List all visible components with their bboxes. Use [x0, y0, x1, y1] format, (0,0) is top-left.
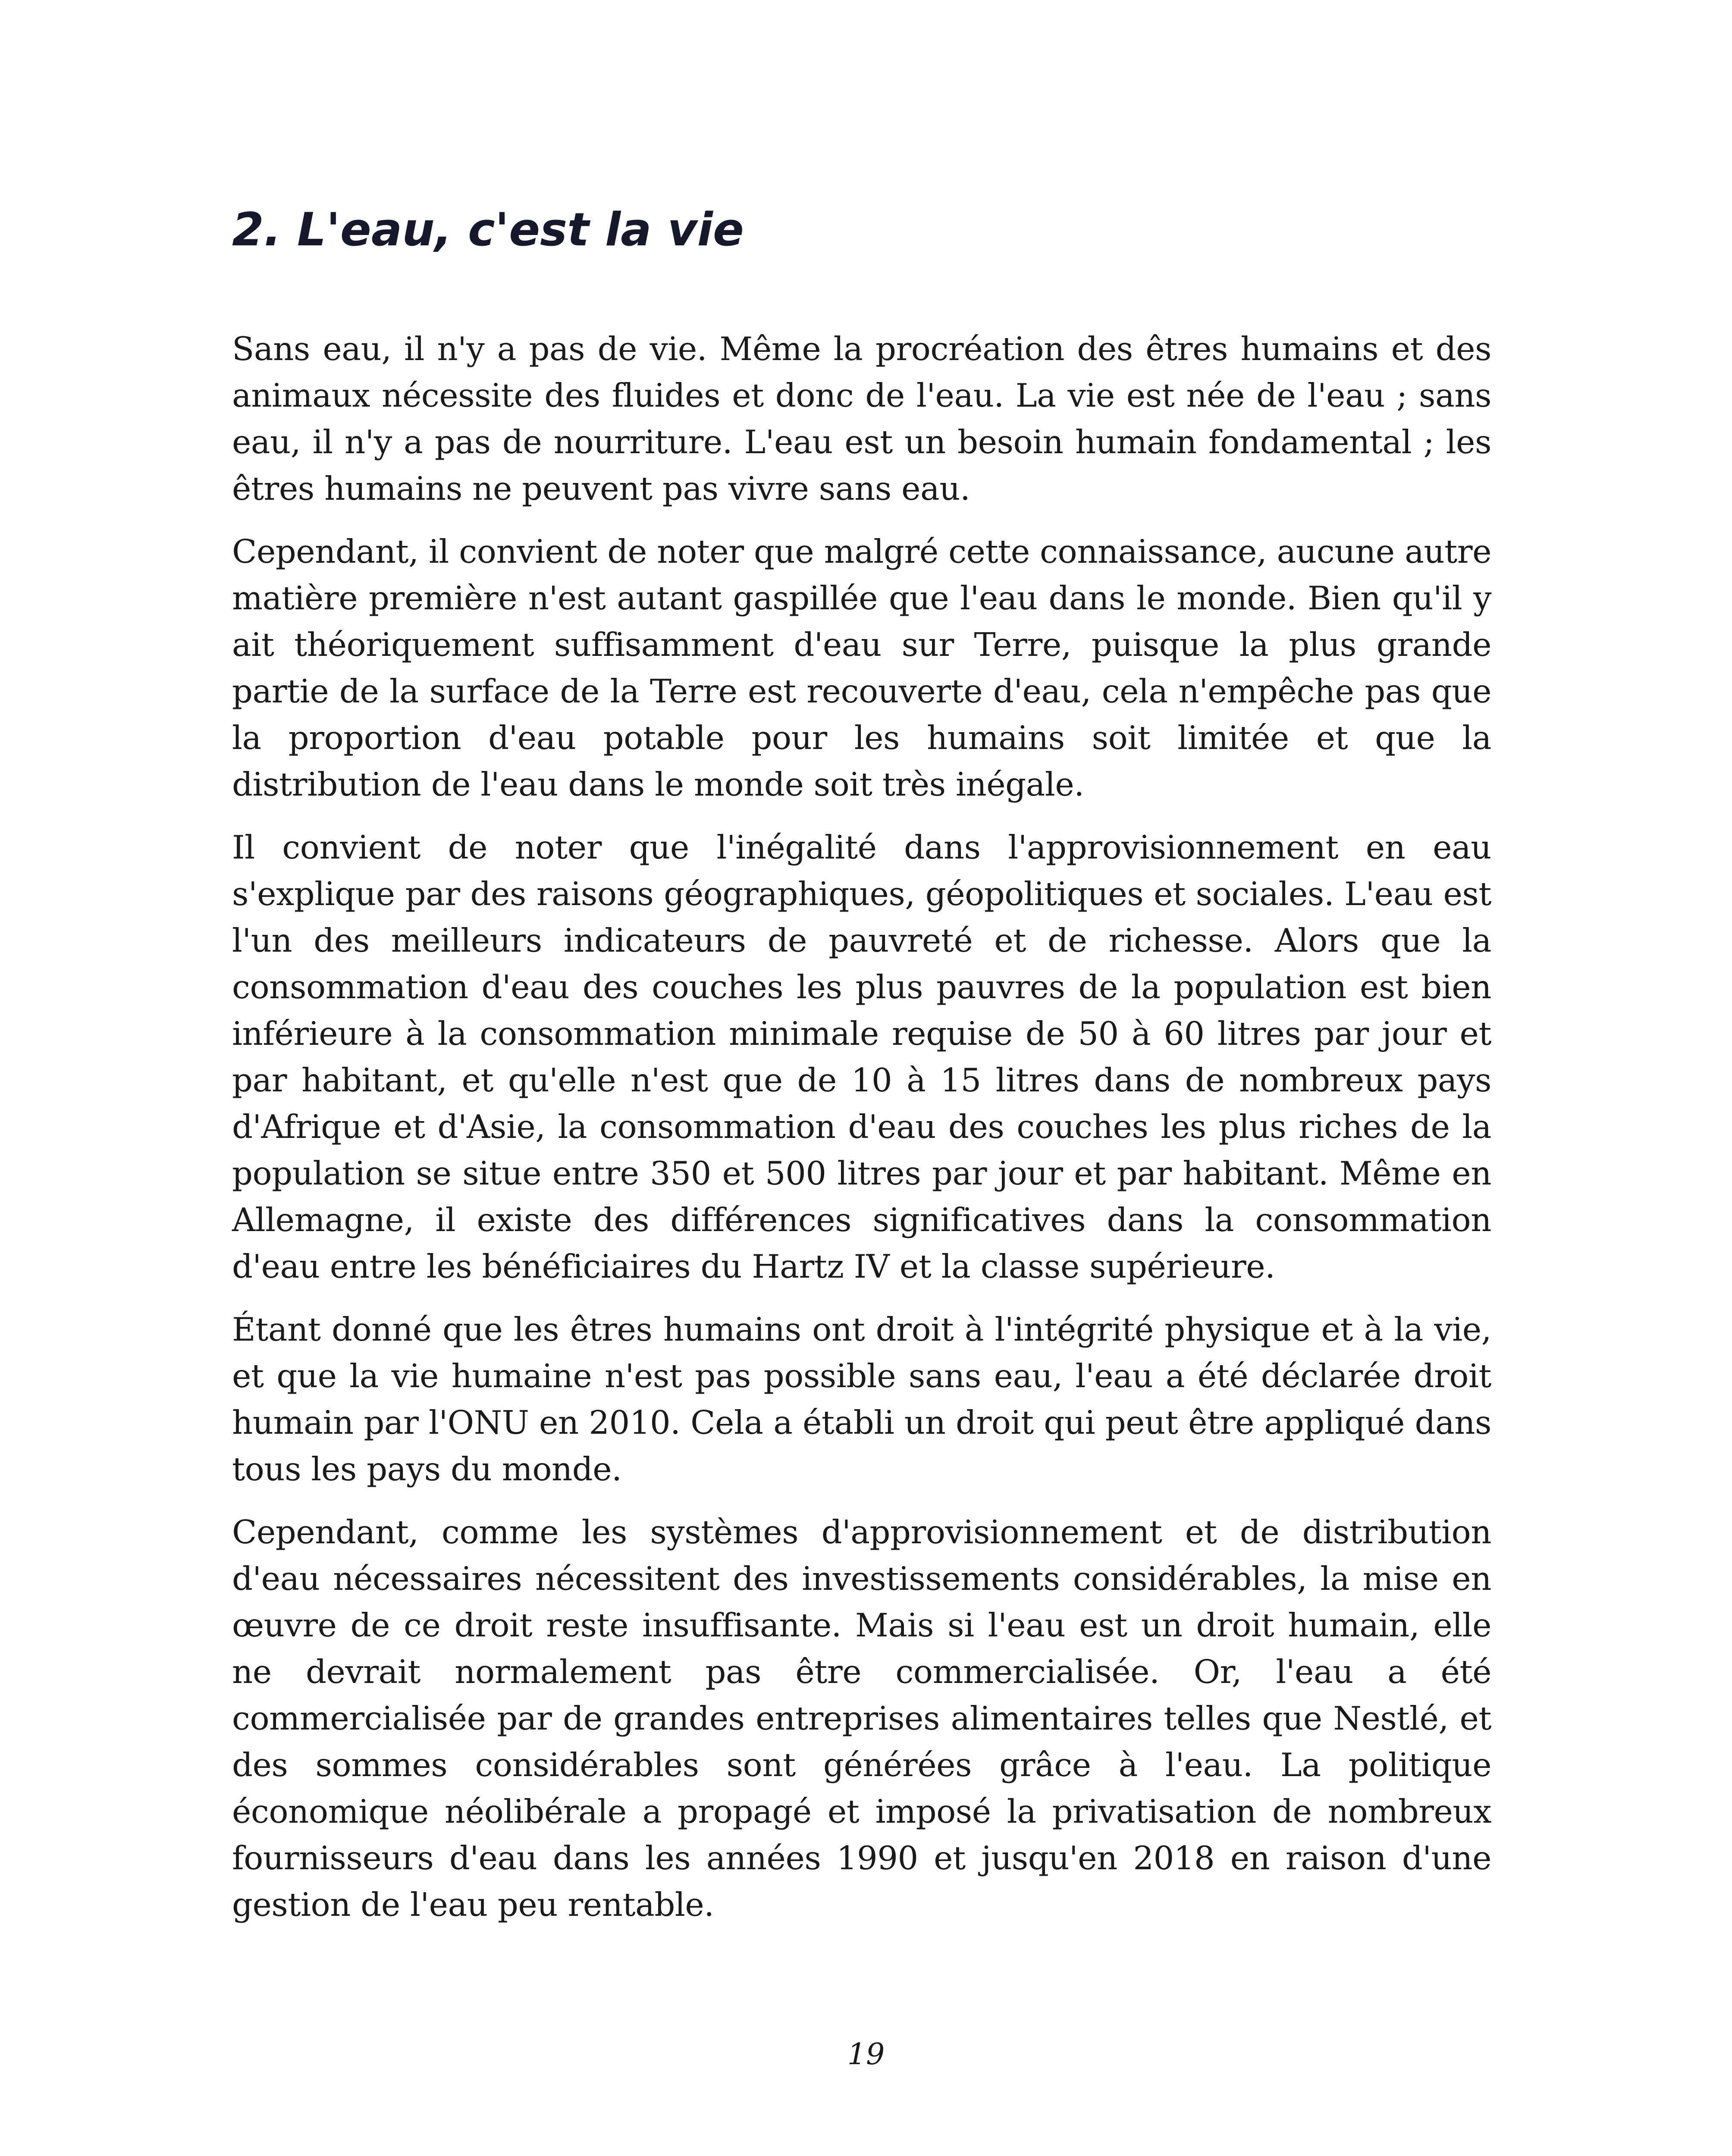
- paragraph-2: Cependant, il convient de noter que malgré cette connaissance, aucune autre matière première n'est autant gaspillée que l'eau dans le monde. Bien qu'il y ait théoriquement suffisamment d'eau sur Terre, puisque la plus grande partie de la surface de la Terre est recouverte d'eau, cela n'empêche pas que la proportion d'eau potable pour les humains soit limitée et que la distribution de l'eau dans le monde soit très inégale.: [232, 533, 1491, 803]
- paragraph-1: Sans eau, il n'y a pas de vie. Même la procréation des êtres humains et des animaux nécessite des fluides et donc de l'eau. La vie est née de l'eau ; sans eau, il n'y a pas de nourriture. L'eau est un besoin humain fondamental ; les êtres humains ne peuvent pas vivre sans eau.: [232, 330, 1491, 508]
- body-text: [232, 326, 1491, 1944]
- page-number: 19: [847, 2037, 885, 2071]
- paragraph-5: Cependant, comme les systèmes d'approvisionnement et de distribution d'eau nécessaires nécessitent des investissements considérables, la mise en œuvre de ce droit reste insuffisante. Mais si l'eau est un droit humain, elle ne devrait normalement pas être commercialisée. Or, l'eau a été commercialisée par de grandes entreprises alimentaires telles que Nestlé, et des sommes considérables sont générées grâce à l'eau. La politique économique néolibérale a propagé et imposé la privatisation de nombreux fournisseurs d'eau dans les années 1990 et jusqu'en 2018 en raison d'une gestion de l'eau peu rentable.: [232, 1513, 1491, 1924]
- paragraph-4: Étant donné que les êtres humains ont droit à l'intégrité physique et à la vie, et que la vie humaine n'est pas possible sans eau, l'eau a été déclarée droit humain par l'ONU en 2010. Cela a établi un droit qui peut être appliqué dans tous les pays du monde.: [232, 1310, 1491, 1488]
- chapter-title: 2. L'eau, c'est la vie: [232, 203, 744, 256]
- paragraph-3: Il convient de noter que l'inégalité dans l'approvisionnement en eau s'explique par des raisons géographiques, géopolitiques et sociales. L'eau est l'un des meilleurs indicateurs de pauvreté et de richesse. Alors que la consommation d'eau des couches les plus pauvres de la population est bien inférieure à la consommation minimale requise de 50 à 60 litres par jour et par habitant, et qu'elle n'est que de 10 à 15 litres dans de nombreux pays d'Afrique et d'Asie, la consommation d'eau des couches les plus riches de la population se situe entre 350 et 500 litres par jour et par habitant. Même en Allemagne, il existe des différences significatives dans la consommation d'eau entre les bénéficiaires du Hartz IV et la classe supérieure.: [232, 828, 1491, 1285]
